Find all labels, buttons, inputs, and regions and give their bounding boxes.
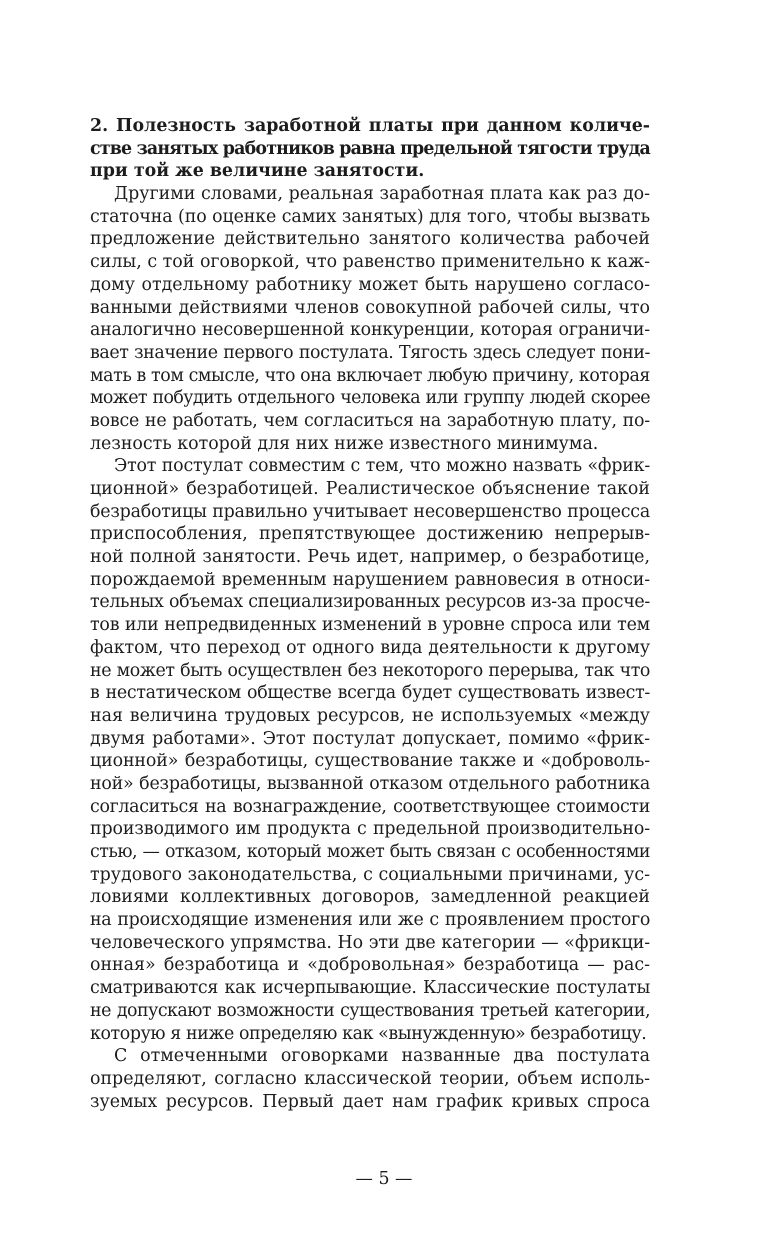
text-line: мать в том смысле, что она включает любую причину, которая xyxy=(90,365,650,386)
text-line: Другими словами, реальная заработная плата как раз до- xyxy=(114,184,650,205)
text-line: С отмеченными оговорками названные два постулата xyxy=(114,1046,650,1067)
explanation-paragraph xyxy=(90,183,650,455)
text-line: лезность которой для них ниже известного минимума. xyxy=(90,433,599,454)
text-line: статочна (по оценке самих занятых) для того, чтобы вызвать xyxy=(90,206,650,227)
text-line: трудового законодательства, с социальными причинами, ус- xyxy=(90,864,650,885)
text-line: тельных объемах специализированных ресурсов из-за просче- xyxy=(90,592,650,613)
text-line: ловиями коллективных договоров, замедленной реакцией xyxy=(90,887,650,908)
text-line: порождаемой временным нарушением равновесия в относи- xyxy=(90,569,650,590)
text-line: вовсе не работать, чем согласиться на заработную плату, по- xyxy=(90,410,650,431)
text-line: сматриваются как исчерпывающие. Классические постулаты xyxy=(90,978,650,999)
text-line: 2. Полезность заработной платы при данном количе- xyxy=(90,116,650,136)
text-line: фактом, что переход от одного вида деятельности к другому xyxy=(90,637,650,658)
text-line: стью, — отказом, который может быть связан с особенностями xyxy=(90,842,650,862)
text-line: не может быть осуществлен без некоторого перерыва, так что xyxy=(90,660,650,681)
text-line: определяют, согласно классической теории, объем исполь- xyxy=(90,1068,650,1089)
text-line: на происходящие изменения или же с проявлением простого xyxy=(90,910,650,931)
text-line: ционной» безработицей. Реалистическое объяснение такой xyxy=(90,479,650,499)
text-line: аналогично несовершенной конкуренции, которая ограничи- xyxy=(90,320,650,341)
frictional-unemployment-paragraph xyxy=(90,455,650,1045)
body-text xyxy=(90,115,650,1113)
text-line: человеческого упрямства. Но эти две категории — «фрикци- xyxy=(90,932,650,953)
text-line: вает значение первого постулата. Тягость здесь следует пони- xyxy=(90,342,650,363)
text-line: зуемых ресурсов. Первый дает нам график кривых спроса xyxy=(90,1091,650,1112)
text-line: приспособления, препятствующее достижению непрерыв- xyxy=(90,524,650,545)
text-line: стве занятых работников равна предельной тягости труда xyxy=(90,138,650,159)
text-line: Этот постулат совместим с тем, что можно назвать «фрик- xyxy=(114,456,650,477)
text-line: производимого им продукта с предельной производительно- xyxy=(90,819,650,840)
text-line: ной полной занятости. Речь идет, например, о безработице, xyxy=(90,547,650,568)
text-line: не допускают возможности существования третьей категории, xyxy=(90,1000,650,1021)
text-line: предложение действительно занятого количества рабочей xyxy=(90,229,650,250)
postulate-2-paragraph xyxy=(90,115,650,183)
text-line: в нестатическом обществе всегда будет существовать извест- xyxy=(90,683,650,704)
text-line: дому отдельному работнику может быть нарушено согласо- xyxy=(90,274,650,295)
page-number: — 5 — xyxy=(355,1169,413,1189)
text-line: при той же величине занятости. xyxy=(90,161,425,182)
text-line: онная» безработица и «добровольная» безработица — рас- xyxy=(90,955,650,976)
text-line: ной» безработицы, вызванной отказом отдельного работника xyxy=(90,773,650,794)
text-line: ционной» безработицы, существование также и «доброволь- xyxy=(90,751,650,772)
text-line: согласиться на вознаграждение, соответствующее стоимости xyxy=(90,796,650,817)
text-line: которую я ниже определяю как «вынужденную» безработицу. xyxy=(90,1023,647,1044)
conclusion-paragraph xyxy=(90,1045,650,1113)
text-line: двумя работами». Этот постулат допускает, помимо «фрик- xyxy=(90,728,650,749)
text-line: силы, с той оговоркой, что равенство применительно к каж- xyxy=(90,252,650,273)
text-line: безработицы правильно учитывает несовершенство процесса xyxy=(90,501,650,522)
text-line: ная величина трудовых ресурсов, не используемых «между xyxy=(90,705,650,726)
text-line: тов или непредвиденных изменений в уровне спроса или тем xyxy=(90,615,650,636)
text-line: ванными действиями членов совокупной рабочей силы, что xyxy=(90,297,650,318)
text-line: может побудить отдельного человека или группу людей скорее xyxy=(90,388,650,409)
